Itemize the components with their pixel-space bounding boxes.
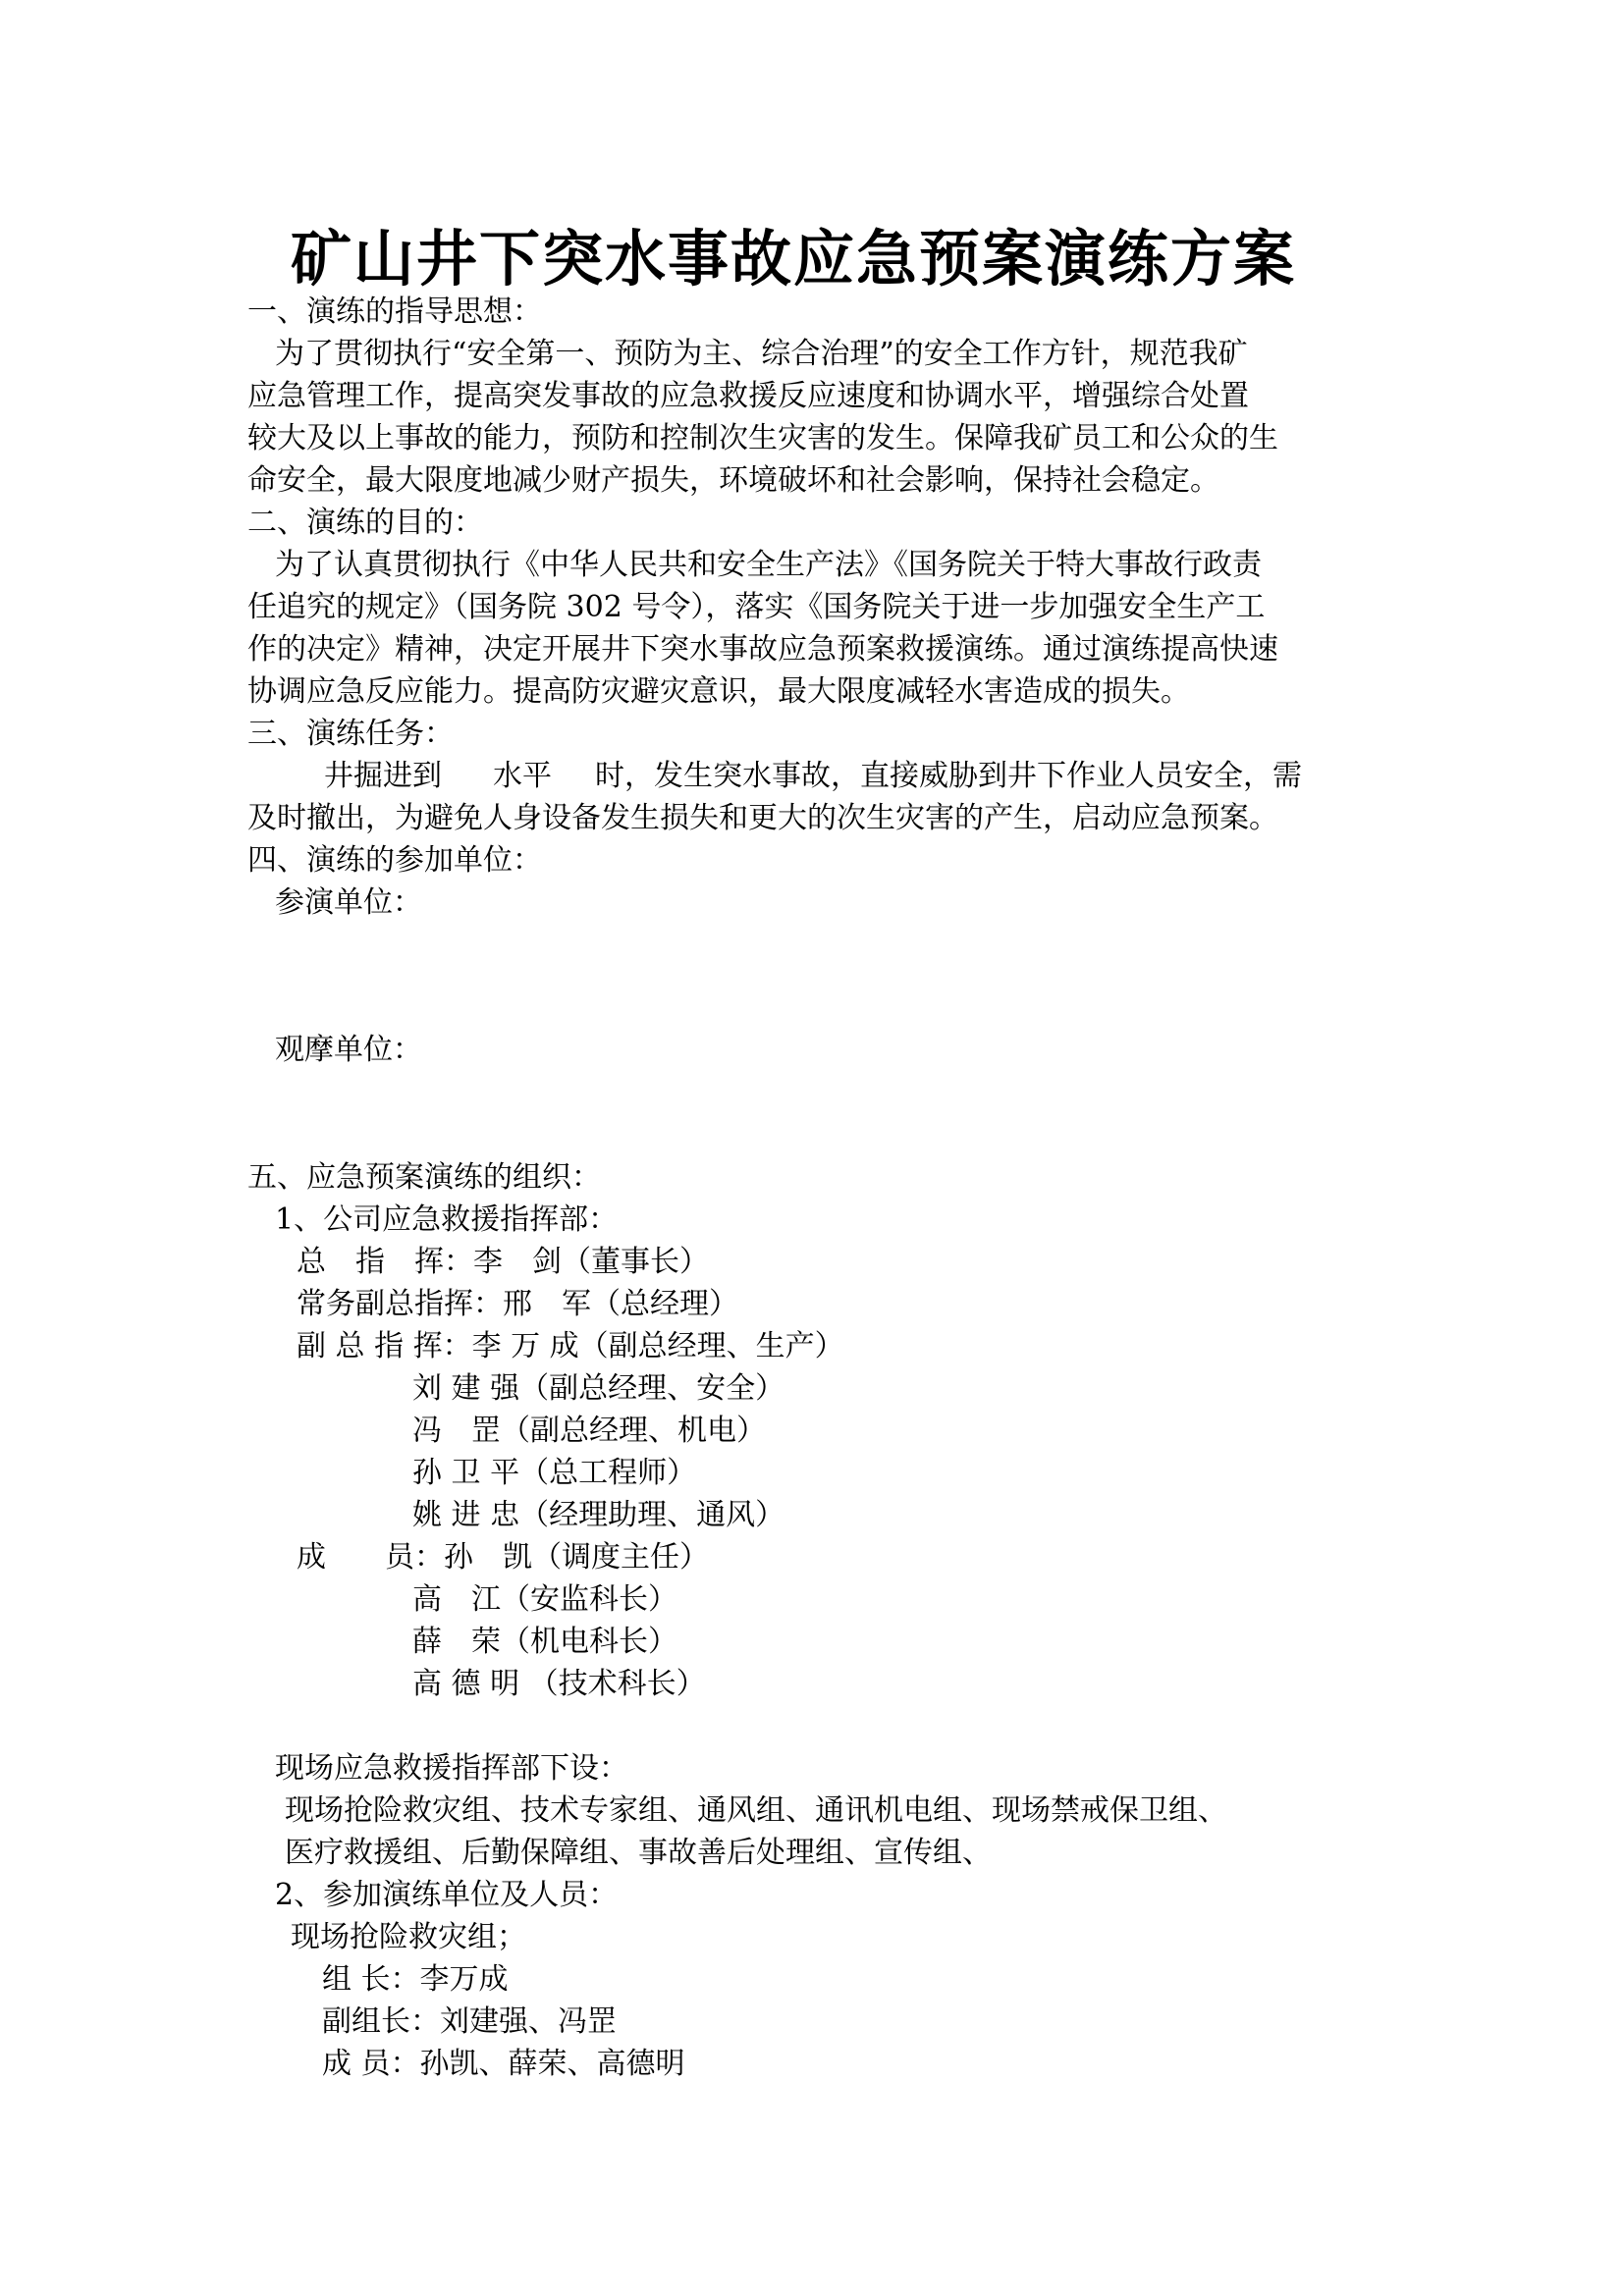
section5-heading: 五、应急预案演练的组织： [247,1160,601,1195]
deputy-commander-line: 副 总 指 挥：李 万 成（副总经理、生产） [297,1329,844,1363]
deputy-line: 冯 罡（副总经理、机电） [412,1414,766,1448]
onsite-groups-line: 医疗救援组、后勤保障组、事故善后处理组、宣传组、 [285,1836,992,1870]
section1-line: 应急管理工作，提高突发事故的应急救援反应速度和协调水平，增强综合处置 [247,379,1249,413]
section1-heading: 一、演练的指导思想： [247,294,542,329]
participating-units-label: 参演单位： [275,885,422,920]
section2-line: 任追究的规定》（国务院 302 号令），落实《国务院关于进一步加强安全生产工 [247,590,1266,624]
deputy-line: 刘 建 强（副总经理、安全） [412,1371,785,1406]
section1-line: 为了贯彻执行“安全第一、预防为主、综合治理”的安全工作方针，规范我矿 [275,337,1248,371]
sub2-heading: 2、参加演练单位及人员： [275,1878,619,1912]
document-title: 矿山井下突水事故应急预案演练方案 [291,223,1297,294]
member-line: 薛 荣（机电科长） [412,1625,677,1659]
rescue-group-members: 成 员：孙凯、薛荣、高德明 [322,2047,685,2081]
section4-heading: 四、演练的参加单位： [247,843,542,878]
rescue-group-deputy: 副组长：刘建强、冯罡 [322,2004,617,2039]
section1-line: 命安全，最大限度地减少财产损失，环境破坏和社会影响，保持社会稳定。 [247,463,1219,498]
observing-units-label: 观摩单位： [275,1033,422,1067]
section1-line: 较大及以上事故的能力，预防和控制次生灾害的发生。保障我矿员工和公众的生 [247,421,1278,455]
onsite-heading: 现场应急救援指挥部下设： [275,1751,628,1786]
rescue-group-leader: 组 长：李万成 [322,1962,509,1997]
task-text-part3: 时，发生突水事故，直接威胁到井下作业人员安全，需 [595,759,1302,793]
commander-line: 总 指 挥：李 剑（董事长） [297,1245,709,1279]
section2-line: 为了认真贯彻执行《中华人民共和安全生产法》《国务院关于特大事故行政责 [275,548,1262,582]
section2-line: 协调应急反应能力。提高防灾避灾意识，最大限度减轻水害造成的损失。 [247,674,1190,709]
section2-heading: 二、演练的目的： [247,506,483,540]
member-line: 高 江（安监科长） [412,1582,677,1617]
section3-line: 及时撤出，为避免人身设备发生损失和更大的次生灾害的产生，启动应急预案。 [247,801,1278,835]
task-text-part2: 水平 [493,759,552,793]
executive-deputy-line: 常务副总指挥：邢 军（总经理） [297,1287,738,1321]
members-first-line: 成 员：孙 凯（调度主任） [297,1540,709,1575]
onsite-groups-line: 现场抢险救灾组、技术专家组、通风组、通讯机电组、现场禁戒保卫组、 [285,1793,1227,1828]
sub1-heading: 1、公司应急救援指挥部： [275,1202,619,1237]
section2-line: 作的决定》精神，决定开展井下突水事故应急预案救援演练。通过演练提高快速 [247,632,1278,667]
member-line: 高 德 明 （技术科长） [412,1667,706,1701]
section3-heading: 三、演练任务： [247,717,454,751]
rescue-group-name: 现场抢险救灾组； [291,1920,526,1954]
deputy-line: 孙 卫 平（总工程师） [412,1456,697,1490]
deputy-line: 姚 进 忠（经理助理、通风） [412,1498,785,1532]
section3-task-line [324,755,1302,797]
task-text-part1: 井掘进到 [324,759,442,793]
